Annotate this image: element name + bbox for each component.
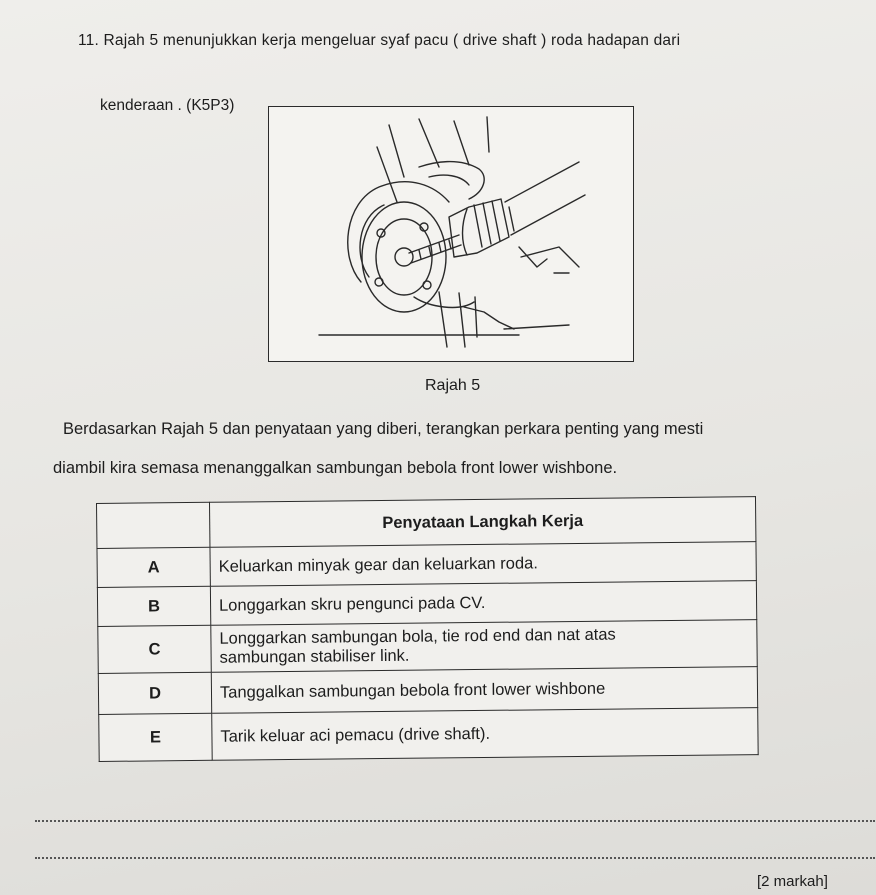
figure-caption: Rajah 5 xyxy=(425,377,481,394)
table-header-row xyxy=(97,497,756,549)
table-row xyxy=(98,620,757,674)
step-text: Keluarkan minyak gear dan keluarkan roda. xyxy=(210,542,756,587)
step-text: Tanggalkan sambungan bebola front lower wishbone xyxy=(211,667,757,714)
marks-label: [2 markah] xyxy=(757,873,828,890)
step-letter: B xyxy=(97,586,210,626)
step-text-line2: sambungan stabiliser link. xyxy=(219,646,410,667)
table-row xyxy=(97,542,756,588)
table-row xyxy=(97,581,756,627)
step-text xyxy=(211,620,757,673)
step-text: Longgarkan skru pengunci pada CV. xyxy=(210,581,756,626)
question-text-line2: kenderaan . (K5P3) xyxy=(100,97,235,114)
answer-line-2[interactable] xyxy=(35,857,875,859)
instruction-text-line2: diambil kira semasa menanggalkan sambungan bebola front lower wishbone. xyxy=(53,459,618,477)
step-text-line1: Longgarkan sambungan bola, tie rod end dan nat atas xyxy=(219,625,616,648)
table-corner-cell xyxy=(97,502,210,548)
step-letter: A xyxy=(97,547,210,587)
table-header: Penyataan Langkah Kerja xyxy=(209,497,755,548)
answer-line-1[interactable] xyxy=(35,820,875,822)
work-steps-table xyxy=(96,496,759,762)
step-letter: E xyxy=(99,713,212,761)
instruction-text-line1: Berdasarkan Rajah 5 dan penyataan yang diberi, terangkan perkara penting yang mesti xyxy=(63,420,704,438)
question-text-line1: 11. Rajah 5 menunjukkan kerja mengeluar syaf pacu ( drive shaft ) roda hadapan dari xyxy=(78,32,681,49)
step-letter: C xyxy=(98,625,211,673)
table-row xyxy=(98,667,757,715)
figure-drive-shaft-illustration xyxy=(268,106,634,362)
table-row xyxy=(99,708,758,762)
step-text: Tarik keluar aci pemacu (drive shaft). xyxy=(212,708,758,761)
step-letter: D xyxy=(98,672,211,714)
